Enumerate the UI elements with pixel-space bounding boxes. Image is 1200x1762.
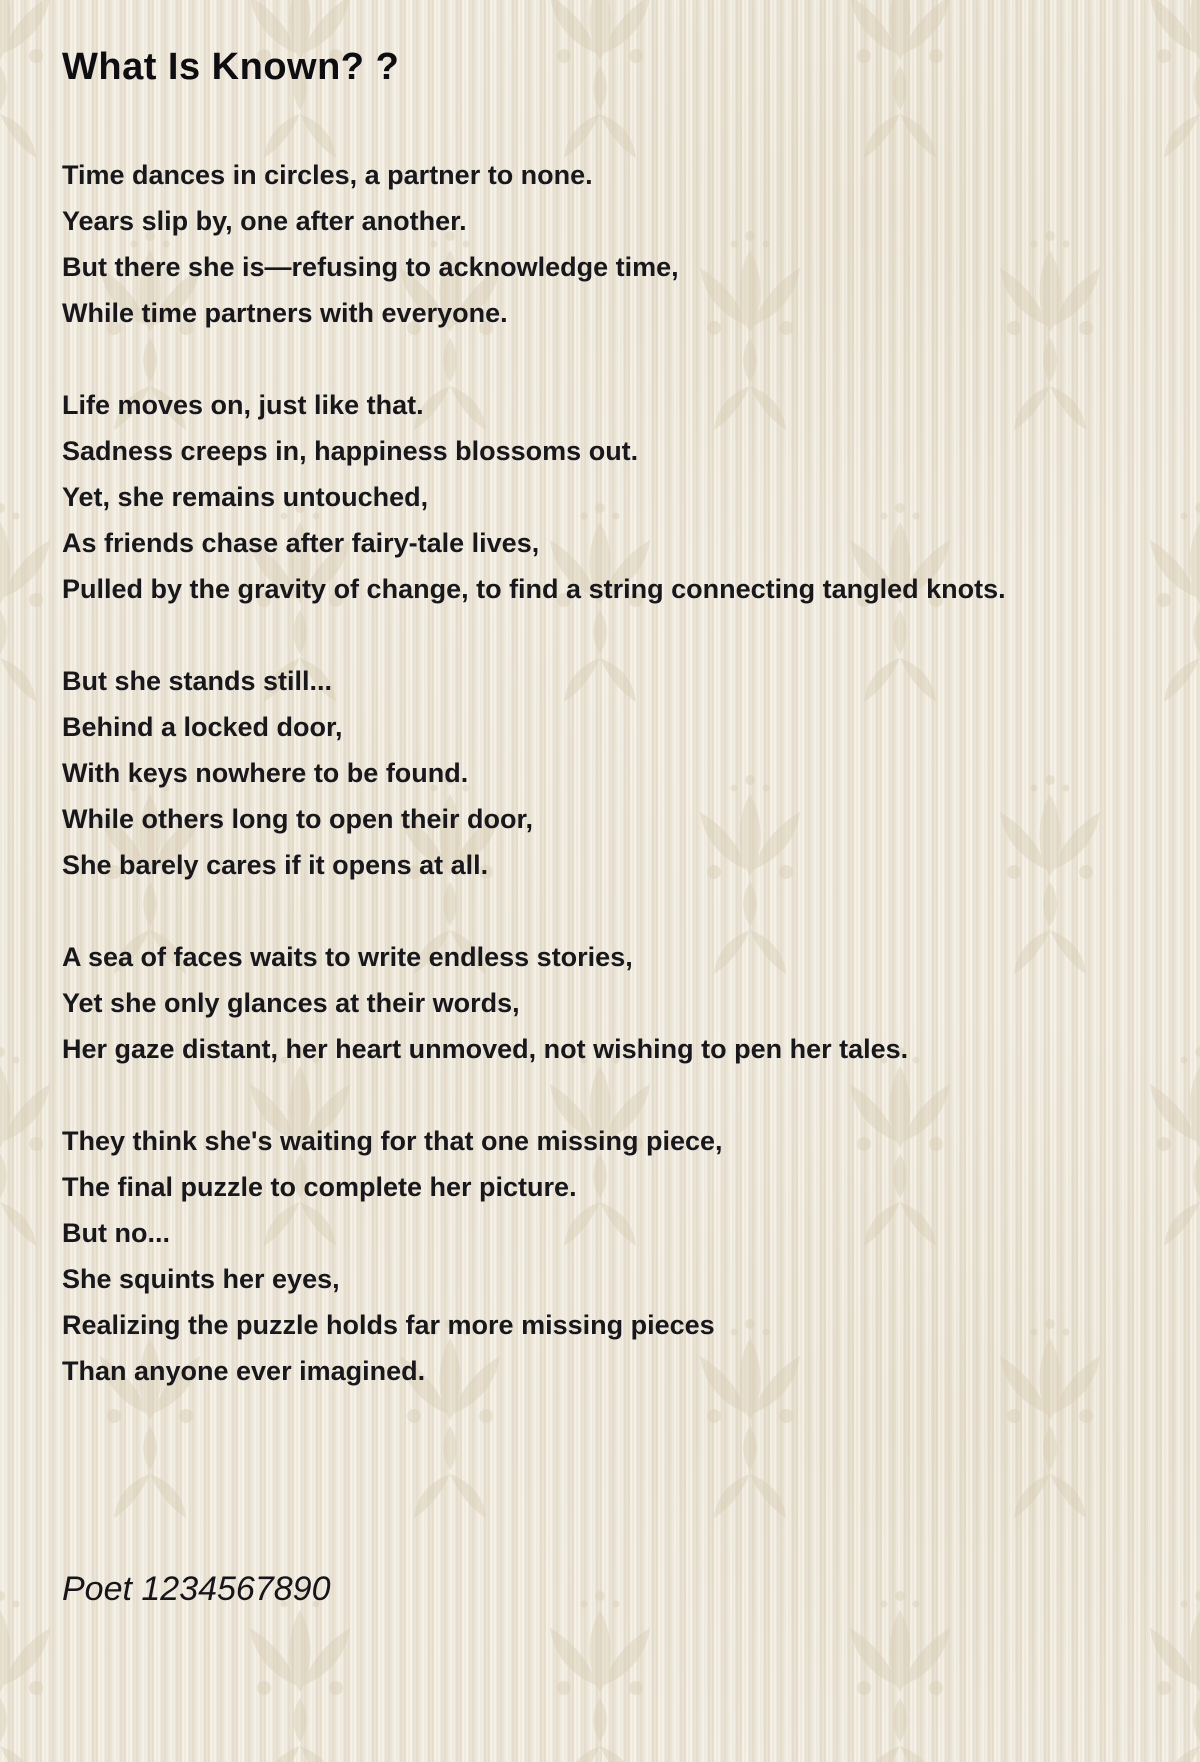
poem-line: While time partners with everyone. xyxy=(62,298,508,328)
poet-signature: Poet 1234567890 xyxy=(62,1570,331,1608)
poem-line: With keys nowhere to be found. xyxy=(62,758,469,788)
poem-line: As friends chase after fairy-tale lives, xyxy=(62,528,540,558)
poem-line: Her gaze distant, her heart unmoved, not wishing to pen her tales. xyxy=(62,1034,909,1064)
poem-line: But there she is—refusing to acknowledge time, xyxy=(62,252,679,282)
poem-line: Years slip by, one after another. xyxy=(62,206,467,236)
poem-line: Yet, she remains untouched, xyxy=(62,482,429,512)
poem-line: Behind a locked door, xyxy=(62,712,343,742)
poem-line: But she stands still... xyxy=(62,666,333,696)
poem-line: A sea of faces waits to write endless stories, xyxy=(62,942,633,972)
poem-line: She barely cares if it opens at all. xyxy=(62,850,489,880)
poem-stanza xyxy=(62,382,1042,612)
poem-line: She squints her eyes, xyxy=(62,1264,340,1294)
poem-line: Realizing the puzzle holds far more missing pieces xyxy=(62,1310,715,1340)
poem-line: Than anyone ever imagined. xyxy=(62,1356,426,1386)
poem-stanza xyxy=(62,152,1042,336)
poem-stanza xyxy=(62,658,1042,888)
poem-title: What Is Known? ? xyxy=(62,46,400,88)
poem-stanza xyxy=(62,934,1042,1072)
poem-page xyxy=(62,44,1042,1612)
poem-line: But no... xyxy=(62,1218,170,1248)
poem-line: Yet she only glances at their words, xyxy=(62,988,520,1018)
poem-line: While others long to open their door, xyxy=(62,804,533,834)
poem-stanza xyxy=(62,1118,1042,1394)
poem-line: The final puzzle to complete her picture. xyxy=(62,1172,577,1202)
poem-line: They think she's waiting for that one missing piece, xyxy=(62,1126,723,1156)
poem-line: Sadness creeps in, happiness blossoms out. xyxy=(62,436,639,466)
poem-line: Time dances in circles, a partner to none. xyxy=(62,160,593,190)
poem-line: Pulled by the gravity of change, to find a string connecting tangled knots. xyxy=(62,574,1006,604)
poem-body xyxy=(62,152,1042,1394)
poem-line: Life moves on, just like that. xyxy=(62,390,424,420)
